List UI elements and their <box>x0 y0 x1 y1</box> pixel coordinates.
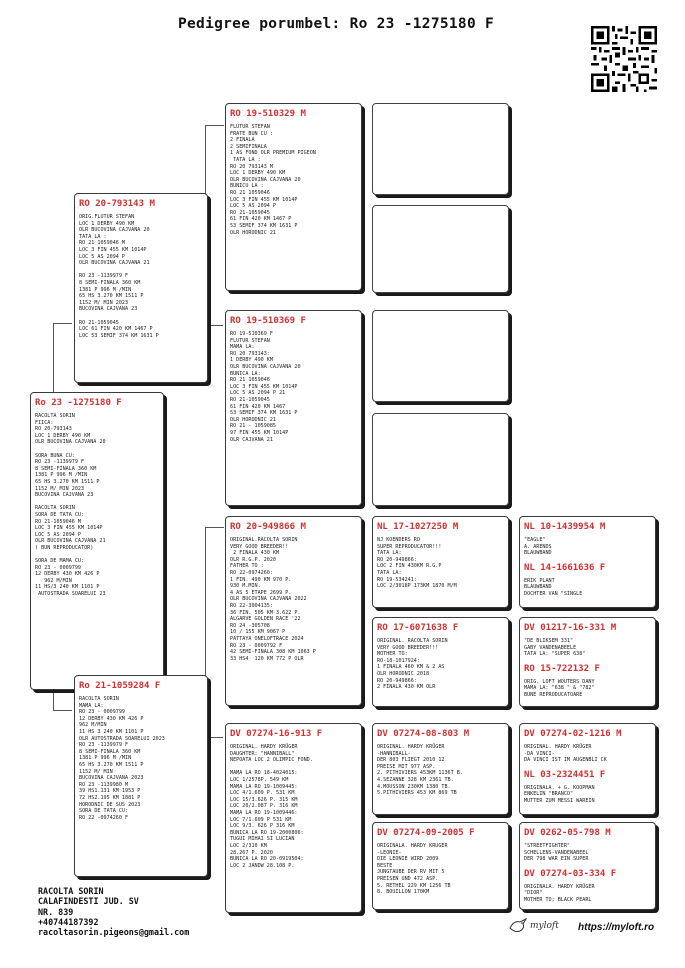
dam-sire-sire-ring-number: NL 17-1027250 M <box>377 522 459 532</box>
pedigree-card-gen5-pair <box>519 516 656 608</box>
dam-sire-dam-notes: ORIGINAL. RACOLTA SORIN VERY GOOD BREEDER!!! MOTHER TO: RO-18-1017924: 1 FINALA 460 KM & 2 AS OLR HORODNIC 2018 RO 20-949866: 2 FINALA 430 KM OLR <box>377 638 448 691</box>
pigeon-icon <box>508 918 528 934</box>
gen5-male-ring-number: DV 01217-16-331 M <box>524 623 617 633</box>
website-link[interactable]: https://myloft.ro <box>578 922 655 933</box>
gen5-male-ring-number: DV 07274-02-1216 M <box>524 729 622 739</box>
pedigree-card-sire <box>74 193 208 383</box>
owner-address: CALAFINDESTI JUD. SV <box>38 896 139 907</box>
dam-dam-notes: ORIGINAL. HARDY KRÜGER DAUGHTER: "HANNIBALL" NEPOATA LOC 2 OLIMPIC FOND. MAMA LA RO 18-4024015: LOC 1/2578P. 549 KM MAMA LA RO 19-1009445: LOC 4/1.609 P. 531 KM LOC 15/3.626 P. 315 KM LOC 20/2.087 P. 316 KM MAMA LA RO 19-1009446: LOC 7/1.609 P 531 KM LOC 9/3. 626 P 316 KM BUNICA LA RO 19-2000806: TUGUI MIHAI SI LUCIAN LOC 2/310 KM 28.267 P. 2020 BUNICA LA RO 20-0919504: LOC 2 JANDW 28.108 P. <box>230 744 313 869</box>
pedigree-card-gen5-pair <box>519 617 656 707</box>
gen5-female-notes: ORIGINALA. + G. KOOPMAN ENKELIN "BRANCO" MUTTER ZUM MESSI WAREIN <box>524 784 595 804</box>
sire-notes: ORIG.FLUTUR STEFAN LOC 1 DERBY 490 KM OLR BUCOVINA CAJVANA 20 TATA LA : RO 21 1059046 M LOC 3 FIN 455 KM 1014P LOC 5 AS 2094 P OLR BUCOVINA CAJVANA 21 RO 23 -1139979 F 8 SEMI-FINALA 360 KM 1381 P 996 M /MIN 65 HS 3.270 KM 1511 P 1152 M/ MIN 2023 BUCOVINA CAJVANA 23 RO 21-1059045 LOC 61 FIN 420 KM 1467 P LOC 53 SEMIF 374 KM 1631 P <box>79 214 159 339</box>
dam-ring-number: Ro 21-1059284 F <box>79 681 161 691</box>
pedigree-card-sire-sire <box>225 103 362 291</box>
gen5-female-notes: ORIG. LOFT WOUTERS DANY MAMA LA: "638 " & "782" BUNE REPRODUCATOARE <box>524 678 595 698</box>
dam-sire-dam-ring-number: RO 17-6071638 F <box>377 623 459 633</box>
owner-email[interactable]: racoltasorin.pigeons@gmail.com <box>38 927 190 938</box>
gen5-male-notes: "DE BLIKSEM 331" GABY VANDENABEELE TATA LA: "SUPER 638" <box>524 638 586 658</box>
sire-sire-notes: FLUTUR STEFAN FRATE BUN CU : 2 FINALA 2 SEMIFINALA 1 AS FOND OLR PREMIUM PIGEON TATA LA : RO 20 793143 M LOC 1 DERBY 490 KM OLR BUCOVINA CAJVANA 20 BUNICU LA : RO 21 1059046 LOC 3 FIN 455 KM 1014P LOC 5 AS 2094 P RO 21-1059045 61 FIN 420 KM 1467 P 53 SEMIF 374 KM 1631 P OLR HORODNIC 21 <box>230 124 316 236</box>
gen5-male-notes: "EAGLE" A. ARENDS BLAUWBAND <box>524 537 552 557</box>
pedigree-card-empty <box>372 103 509 195</box>
pedigree-card-subject <box>30 392 164 690</box>
dam-sire-ring-number: RO 20-949866 M <box>230 522 306 532</box>
qr-code <box>591 26 657 92</box>
pedigree-card-empty <box>372 310 509 402</box>
pedigree-card-gen5-pair <box>519 822 656 910</box>
sire-sire-ring-number: RO 19-510329 M <box>230 109 306 119</box>
subject-notes: RACOLTA SORIN FIICA: RO 20-793143 LOC 1 DERBY 490 KM OLR BUCOVINA CAJVANA 20 SORA BUNA CU: RO 23 -1139979 F 8 SEMI-FINALA 360 KM 1381 P 996 M /MIN 65 HS 3.270 KM 1511 P 1152 M/ MIN 2023 BUCOVINA CAJVANA 23 RACOLTA SORIN SORA DE TATA CU: RO 21-1059046 M LOC 3 FIN 455 KM 1014P LOC 5 AS 2094 P OLR BUCOVINA CAJVANA 21 ( BUN REPRODUCATOR) SORA DE MAMA CU: RO 23 - 0009799 12 DERBY 430 KM 426 P 962 M/MIN 11 HS/3 240 KM 1101 P AUTOSTRADA SOARELUI 23 <box>35 413 106 598</box>
owner-address-number: NR. 839 <box>38 906 74 917</box>
gen5-male-ring-number: DV 0262-05-798 M <box>524 828 611 838</box>
dam-sire-sire-notes: NJ KOENDERS RO SUPER REPRODUCATOR!!! TATA LA: RO 20-949866: LOC 2 FIN 430KM R.G.P TATA LA: RO 19-534241: LOC 2/3018P 173KM 1870 M/M <box>377 537 457 590</box>
pedigree-card-empty <box>372 413 509 506</box>
logo-text: myloft <box>530 921 559 931</box>
pedigree-card-dam-sire-dam <box>372 617 509 707</box>
gen5-male-ring-number: NL 10-1439954 M <box>524 522 606 532</box>
sire-ring-number: RO 20-793143 M <box>79 199 155 209</box>
dam-dam-sire-notes: ORIGINAL. HARDY KRÜGER -HANNIBALL- DER 803 FLIEGT 2010 12 PREISE MIT 977 ASP. 2. PITHIVIERS 453KM 1136T B. 4.SEZANNE 328 KM 2361 TB. 4.MOUSSON 230KM 1380 TB. 5.PITHIVIERS 453 KM 869 TB <box>377 744 463 797</box>
gen5-female-ring-number: DV 07274-03-334 F <box>524 868 617 879</box>
pedigree-card-dam-dam-dam <box>372 822 509 910</box>
pedigree-card-sire-dam <box>225 310 362 506</box>
pedigree-card-empty <box>372 205 509 293</box>
gen5-female-ring-number: NL 14-1661636 F <box>524 562 606 573</box>
gen5-female-notes: ERIK PLANT BLAUWBAND DOCHTER VAN "SINGLE <box>524 577 583 597</box>
dam-dam-dam-ring-number: DV 07274-09-2005 F <box>377 828 475 838</box>
pedigree-card-dam <box>74 675 208 877</box>
pedigree-card-dam-sire-sire <box>372 516 509 608</box>
gen5-female-notes: ORIGINALA. HARDY KRÜGER "DIOR" MOTHER TO; BLACK PEARL <box>524 883 595 903</box>
gen5-male-notes: "STREETFIGHTER" SCHELLENS-VANDENABEEL DER 798 WAR EIN SUPER <box>524 843 589 863</box>
pedigree-card-dam-dam <box>225 723 362 913</box>
pedigree-card-dam-dam-sire <box>372 723 509 815</box>
myloft-logo <box>508 918 559 934</box>
dam-sire-notes: ORIGINAL.RACOLTA SORIN VERY GOOD BREEDER!! 2 FINALA 430 KM OLR R.G.P. 2020 FATHER TO : RO 22-0974260: 1 FIN. 490 KM 970 P. 930 M.MIN. 4 AS 5 ETAPE 2699 P. OLR BUCOVINA CAJVANA 2022 RO 22-3004135: 36 FIN. 505 KM 3.622 P. ALGARVE GOLDEN RACE '22 RO 24 -305708 10 / 155 KM 9067 P PATTAYA ONELOFTRACE 2024 RO 23 - 0009792 F 42 SEMI-FINALA 308 KM 1063 P 33 HS4 120 KM 772 P OLR <box>230 537 316 662</box>
dam-dam-sire-ring-number: DV 07274-08-803 M <box>377 729 470 739</box>
owner-contact <box>38 886 189 937</box>
connector-subject-sire <box>53 323 72 402</box>
dam-dam-dam-notes: ORIGINALA. HARDY KRUGER -LEONIE- DIE LEONIE WIRD 2009 BESTE JUNGTAUBE DER RV MIT 5 PREISEN UND 472 ASP. 5. RETHEL 229 KM 1256 TB 8. BOUILLON 170KM <box>377 843 451 896</box>
subject-ring-number: Ro 23 -1275180 F <box>35 398 122 408</box>
pedigree-card-dam-sire <box>225 516 362 706</box>
pedigree-card-gen5-pair <box>519 723 656 815</box>
owner-phone: +40744187392 <box>38 916 99 927</box>
sire-dam-ring-number: RO 19-510369 F <box>230 316 306 326</box>
gen5-female-ring-number: RO 15-722132 F <box>524 663 600 674</box>
gen5-male-notes: ORIGINAL. HARDY KRÜGER -DA VINCI- DA VINCI IST IM AUGENBLI CK <box>524 744 607 764</box>
gen5-female-ring-number: NL 03-2324451 F <box>524 769 606 780</box>
dam-notes: RACOLTA SORIN MAMA LA: RO 23 - 0009799 12 DERBY 430 KM 426 P 962 M/MIN 11 HS 3 240 KM 1101 P OLR AUTOSTRADA SOARELUI 2023 RO 23 -1139979 F 8 SEMI-FINALA 360 KM 1381 P 996 M /MIN 65 HS 3.270 KM 1511 P 1152 M/ MIN BUCOVINA CAJVANA 2023 RO 23 -1139980 M 39 HS1.131 KM 1953 P 72 HS2.195 KM 1881 P HORODNIC DE SUS 2023 SORA DE TATA CU: RO 22 -0974260 F <box>79 696 165 821</box>
page-title: Pedigree porumbel: Ro 23 -1275180 F <box>178 16 495 32</box>
owner-name: RACOLTA SORIN <box>38 886 104 896</box>
dam-dam-ring-number: DV 07274-16-913 F <box>230 729 323 739</box>
sire-dam-notes: RO 19-510369 F FLUTUR STEFAN MAMA LA: RO 20 793143: 1 DERBY 490 KM OLR BUCOVINA CAJVANA 20 BUNICA LA: RO 21 1059046 LOC 3 FIN 455 KM 1014P LOC 5 AS 2094 P 21 RO 21-1059045 61 FIN 420 KM 1467 53 SEMIF 374 KM 1631 P OLR HORODNIC 21 RO 21 - 1059085 97 FIN 455 KM 1014P OLR CAJVANA 21 <box>230 331 301 443</box>
